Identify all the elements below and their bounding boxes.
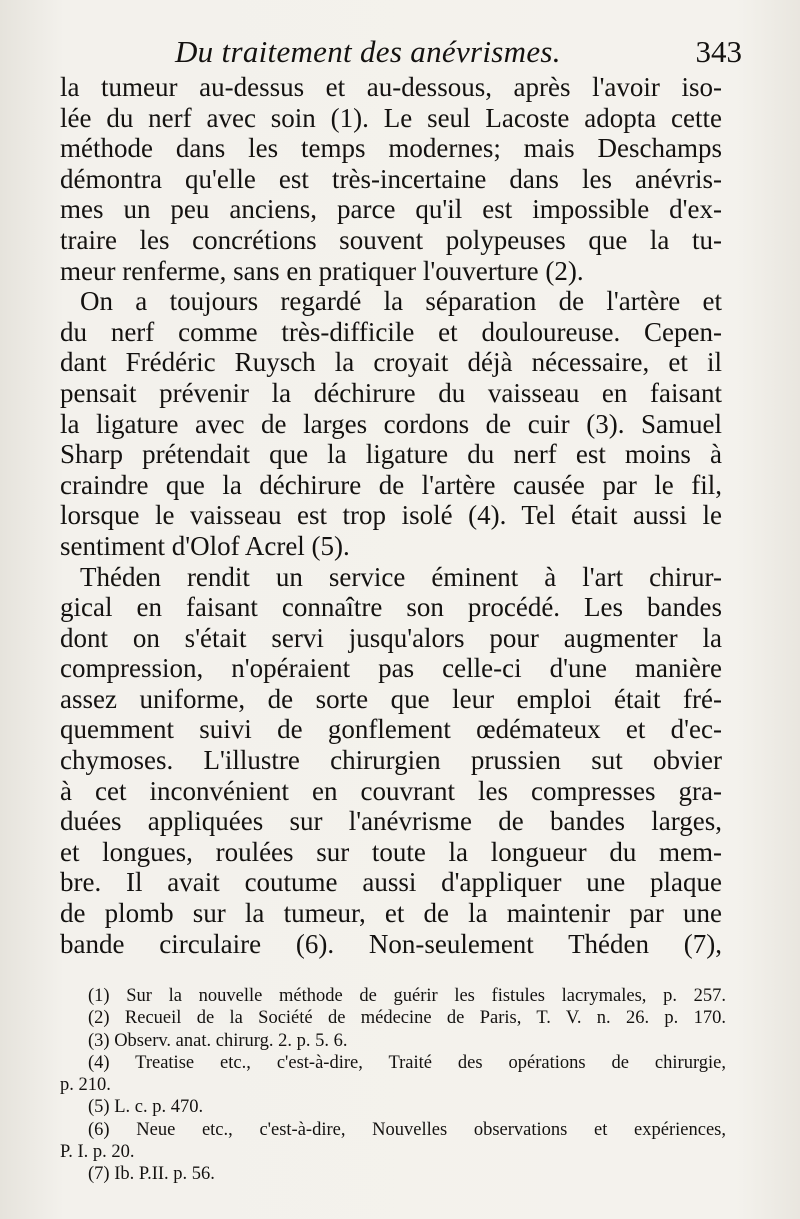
text-line: bre. Il avait coutume aussi d'appliquer une plaque (60, 867, 722, 898)
text-line: du nerf comme très-difficile et douloureuse. Cepen- (60, 316, 722, 347)
text-line: meur renferme, sans en pratiquer l'ouverture (2). (60, 255, 584, 286)
page-header (60, 34, 742, 74)
footnote: (7) Ib. P.II. p. 56. (88, 1164, 215, 1185)
footnote: (4) Treatise etc., c'est-à-dire, Traité des opérations de chirurgie, (88, 1052, 726, 1073)
footnote: (6) Neue etc., c'est-à-dire, Nouvelles observations et expériences, (88, 1119, 726, 1140)
main-text (60, 72, 722, 959)
text-line: pensait prévenir la déchirure du vaisseau en faisant (60, 377, 722, 408)
text-line: craindre que la déchirure de l'artère causée par le fil, (60, 469, 722, 500)
text-line: lée du nerf avec soin (1). Le seul Lacoste adopta cette (60, 102, 722, 133)
footnote: (2) Recueil de la Société de médecine de Paris, T. V. n. 26. p. 170. (88, 1008, 726, 1029)
text-line: la tumeur au-dessus et au-dessous, après l'avoir iso- (60, 72, 722, 102)
text-line: dant Frédéric Ruysch la croyait déjà nécessaire, et il (60, 347, 722, 378)
text-line: démontra qu'elle est très-incertaine dans les anévris- (60, 163, 722, 194)
text-line: et longues, roulées sur toute la longueur du mem- (60, 836, 722, 867)
text-line: quemment suivi de gonflement œdémateux et d'ec- (60, 714, 722, 745)
footnote-continuation: p. 210. (60, 1075, 111, 1096)
text-line: gical en faisant connaître son procédé. Les bandes (60, 592, 722, 623)
text-line: chymoses. L'illustre chirurgien prussien sut obvier (60, 745, 722, 776)
text-line: bande circulaire (6). Non-seulement Théden (7), (60, 928, 722, 959)
text-line: la ligature avec de larges cordons de cuir (3). Samuel (60, 408, 722, 439)
text-line: Sharp prétendait que la ligature du nerf est moins à (60, 439, 722, 470)
page-number: 343 (695, 34, 742, 69)
text-line: de plomb sur la tumeur, et de la maintenir par une (60, 898, 722, 929)
running-title: Du traitement des anévrismes. (175, 34, 561, 69)
text-line: compression, n'opéraient pas celle-ci d'une manière (60, 653, 722, 684)
text-line: méthode dans les temps modernes; mais Deschamps (60, 133, 722, 164)
text-line: dont on s'était servi jusqu'alors pour augmenter la (60, 622, 722, 653)
text-line: On a toujours regardé la séparation de l'artère et (80, 286, 722, 317)
text-line: Théden rendit un service éminent à l'art chirur- (80, 561, 722, 592)
text-line: traire les concrétions souvent polypeuses que la tu- (60, 224, 722, 255)
text-line: assez uniforme, de sorte que leur emploi était fré- (60, 683, 722, 714)
text-line: duées appliquées sur l'anévrisme de bandes larges, (60, 806, 722, 837)
text-line: mes un peu anciens, parce qu'il est impossible d'ex- (60, 194, 722, 225)
footnotes (60, 985, 726, 1186)
text-line: lorsque le vaisseau est trop isolé (4). Tel était aussi le (60, 500, 722, 531)
footnote: (1) Sur la nouvelle méthode de guérir les fistules lacrymales, p. 257. (88, 986, 726, 1006)
text-line: à cet inconvénient en couvrant les compresses gra- (60, 775, 722, 806)
footnote: (3) Observ. anat. chirurg. 2. p. 5. 6. (88, 1030, 348, 1051)
text-line: sentiment d'Olof Acrel (5). (60, 530, 350, 561)
footnote: (5) L. c. p. 470. (88, 1097, 204, 1118)
footnote-continuation: P. I. p. 20. (60, 1142, 135, 1163)
